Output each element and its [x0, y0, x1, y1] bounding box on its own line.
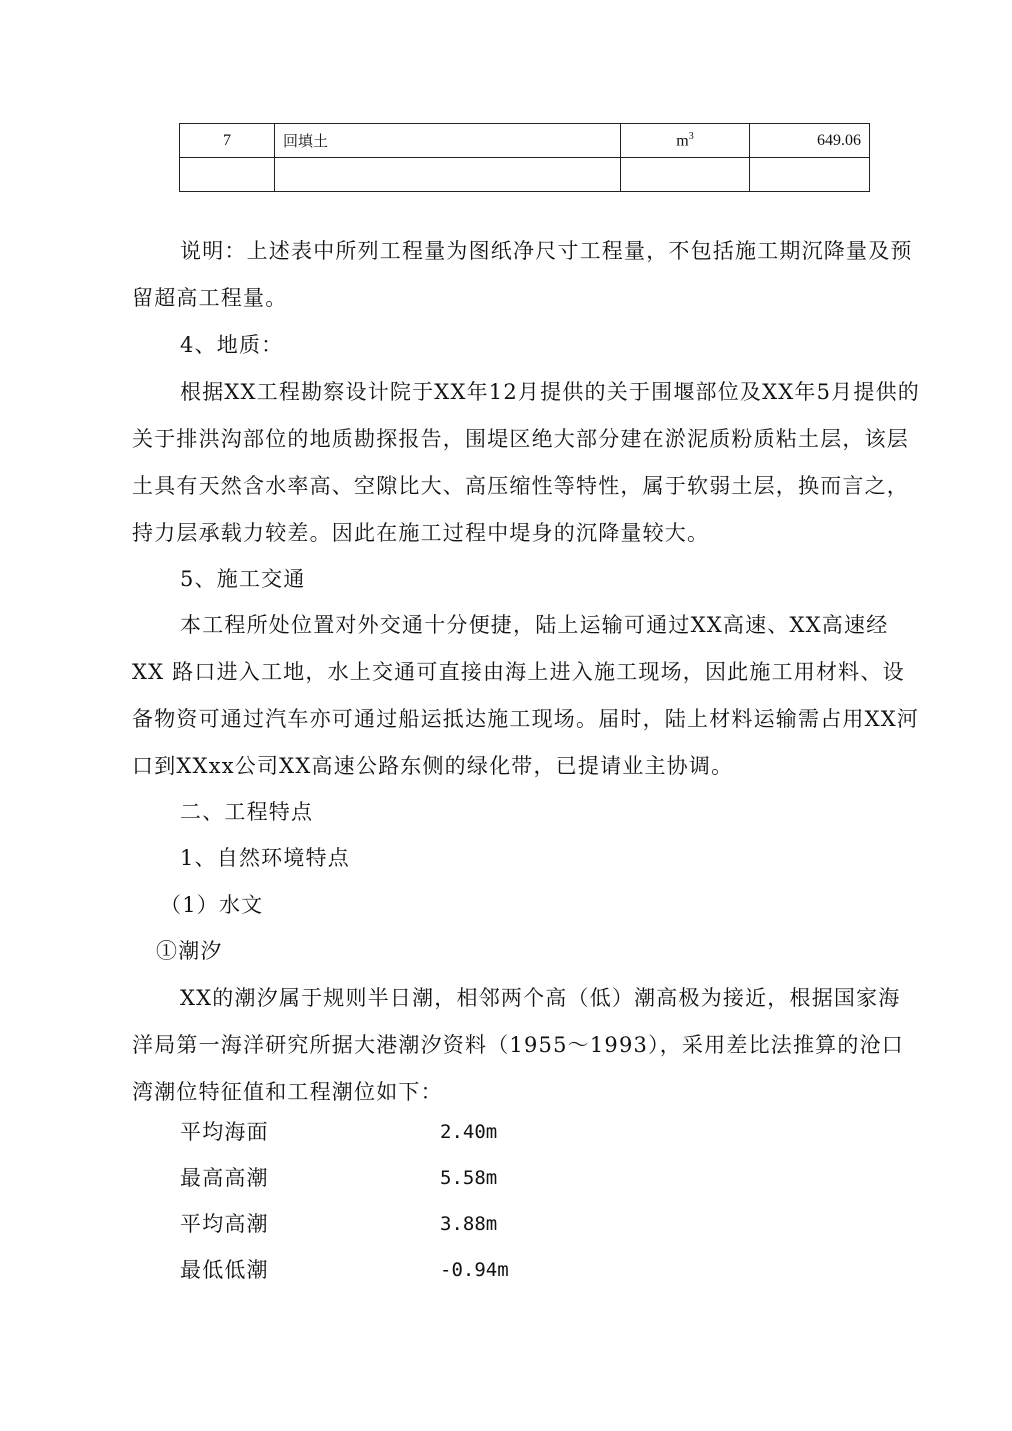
section-heading-features: 二、工程特点 [180, 800, 314, 824]
table-row [180, 124, 870, 158]
unit-cell [621, 158, 750, 192]
unit-cell [621, 124, 750, 158]
tide-level-label: 最高高潮 [180, 1166, 269, 1190]
quantity-table [179, 123, 870, 192]
row-number-cell [180, 158, 275, 192]
tide-level-value: 3.88m [440, 1213, 498, 1235]
table-row [180, 158, 870, 192]
geology-paragraph: 根据XX工程勘察设计院于XX年12月提供的关于围堰部位及XX年5月提供的关于排洪沟部位的地质勘探报告，围堤区绝大部分建在淤泥质粉质粘土层，该层土具有天然含水率高、空隙比大、高压缩性等特性，属于软弱土层，换而言之，持力层承载力较差。因此在施工过程中堤身的沉降量较大。 [132, 380, 920, 545]
row-number-cell: 7 [180, 124, 275, 158]
unit-text: m [676, 132, 689, 150]
table-note-paragraph: 说明：上述表中所列工程量为图纸净尺寸工程量，不包括施工期沉降量及预留超高工程量。 [132, 239, 913, 310]
tide-heading: ①潮汐 [156, 939, 223, 963]
tide-level-value: 5.58m [440, 1167, 498, 1189]
item-name-cell [275, 158, 621, 192]
hydrology-heading: （1）水文 [160, 893, 264, 917]
item-name-cell: 回填土 [275, 124, 621, 158]
traffic-paragraph: 本工程所处位置对外交通十分便捷，陆上运输可通过XX高速、XX高速经 XX 路口进入工地，水上交通可直接由海上进入施工现场，因此施工用材料、设备物资可通过汽车亦可通过船运抵达施工现场。届时，陆上材料运输需占用XX河口到XXxx公司XX高速公路东侧的绿化带，已提请业主协调。 [132, 613, 920, 778]
tide-level-label: 平均海面 [180, 1120, 269, 1144]
geology-heading: 4、地质： [180, 333, 284, 357]
tide-level-value: 2.40m [440, 1121, 498, 1143]
tide-paragraph: XX的潮汐属于规则半日潮，相邻两个高（低）潮高极为接近，根据国家海洋局第一海洋研究所据大港潮汐资料（1955～1993），采用差比法推算的沧口湾潮位特征值和工程潮位如下： [132, 986, 904, 1104]
unit-superscript: 3 [688, 130, 694, 142]
quantity-cell [750, 158, 870, 192]
tide-level-label: 最低低潮 [180, 1258, 269, 1282]
tide-level-value: -0.94m [440, 1259, 509, 1281]
traffic-heading: 5、施工交通 [180, 567, 306, 591]
tide-level-label: 平均高潮 [180, 1212, 269, 1236]
nature-heading: 1、自然环境特点 [180, 846, 350, 870]
quantity-cell: 649.06 [750, 124, 870, 158]
